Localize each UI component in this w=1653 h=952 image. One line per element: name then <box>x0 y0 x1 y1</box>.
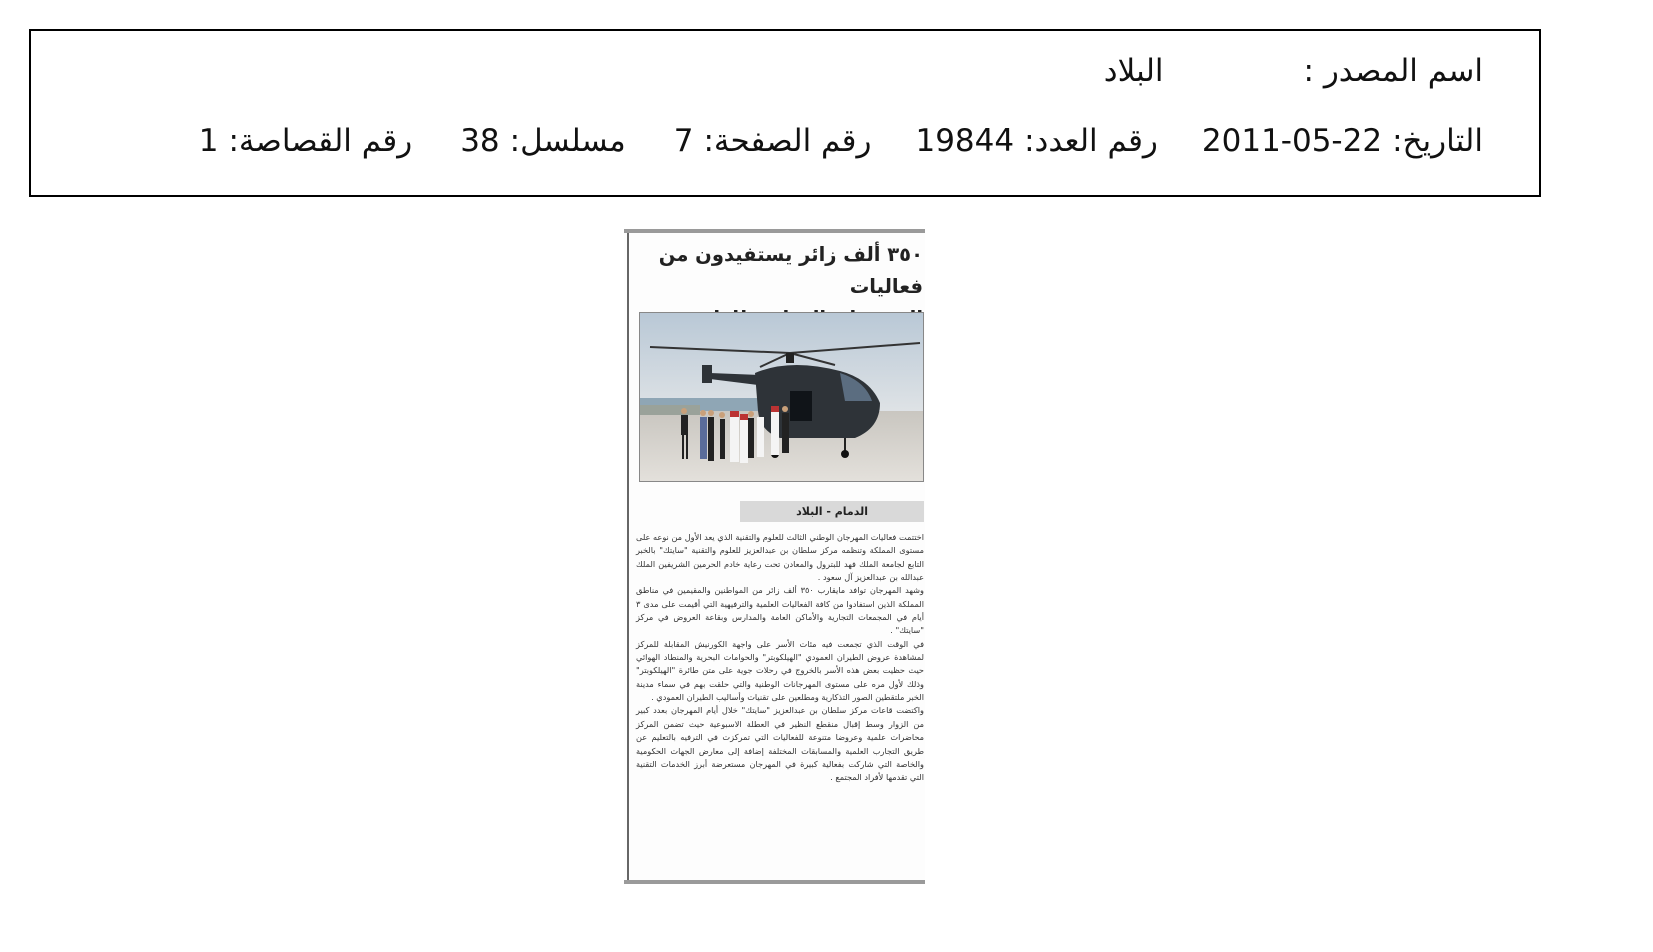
clipping-info-box <box>29 29 1541 197</box>
article-body <box>636 531 924 785</box>
source-value: البلاد <box>1103 53 1164 89</box>
clip-number-label: رقم القصاصة: <box>228 123 413 159</box>
source-label: اسم المصدر : <box>1303 53 1483 89</box>
photo-illustration <box>640 313 924 482</box>
source-row <box>1104 51 1483 91</box>
article-paragraph: وشهد المهرجان توافد مايقارب ٣٥٠ ألف زائر من المواطنين والمقيمين في مناطق المملكة الذين استفادوا من كافة الفعاليات العلمية والترفيهية التي أقيمت على مدى ٣ أيام في المجمعات التجارية والأماكن العامة والمدارس وبقاعة العروض في مركز "سايتك" . <box>636 585 924 636</box>
page-label: رقم الصفحة: <box>703 123 872 159</box>
headline-line-1: ٣٥٠ ألف زائر يستفيدون من فعاليات <box>658 243 923 298</box>
byline-bar <box>740 501 924 522</box>
issue-label: رقم العدد: <box>1024 123 1158 159</box>
issue-value: 19844 <box>915 123 1015 159</box>
metadata-row <box>199 121 1483 161</box>
article-paragraph: اختتمت فعاليات المهرجان الوطني الثالث للعلوم والتقنية الذي يعد الأول من نوعه على مستوى المملكة وتنظمه مركز سلطان بن عبدالعزيز للعلوم والتقنية "سايتك" بالخبر التابع لجامعة الملك فهد للبترول والمعادن تحت رعاية خادم الحرمين الشريفين الملك عبدالله بن عبدالعزيز آل سعود . <box>636 532 924 583</box>
page-value: 7 <box>673 123 694 159</box>
article-paragraph: في الوقت الذي تجمعت فيه مئات الأسر على واجهة الكورنيش المقابلة للمركز لمشاهدة عروض الطيران العمودي "الهيلكوبتر" والحوامات البحرية والمنطاد الهوائي حيث حظيت بعض هذه الأسر بالخروج في رحلات جوية على متن طائرة "الهيلكوبتر" وذلك لأول مره على مستوى المهرجانات الوطنية والتي حلقت بهم في سماء مدينة الخبر ملتقطين الصور التذكارية ومطلعين على تقنيات وأساليب الطيران العمودي . <box>636 638 924 703</box>
article-paragraph: واكتضت قاعات مركز سلطان بن عبدالعزيز "سايتك" خلال أيام المهرجان بعدد كبير من الزوار وسط إقبال منقطع النظير في العطلة الاسبوعية حيث تضمن المركز محاضرات علمية وعروضا متنوعة للفعاليات التي تمركزت في الترفيه بالتعليم عن طريق التجارب العلمية والمسابقات المختلفة إضافة إلى معارض الجهات الحكومية والخاصة التي شاركت بفعالية كبيرة في المهرجان مستعرضة أبرز الخدمات التقنية التي تقدمها لأفراد المجتمع . <box>636 705 924 783</box>
date-label: التاريخ: <box>1392 123 1483 159</box>
clip-number-value: 1 <box>198 123 219 159</box>
column-rule <box>627 233 629 880</box>
newspaper-clipping <box>624 229 925 884</box>
serial-label: مسلسل: <box>509 123 626 159</box>
serial-value: 38 <box>460 123 500 159</box>
article-byline: الدمام - البلاد <box>796 505 868 518</box>
helicopter-photo <box>639 312 924 482</box>
date-value: 2011-05-22 <box>1201 123 1383 159</box>
